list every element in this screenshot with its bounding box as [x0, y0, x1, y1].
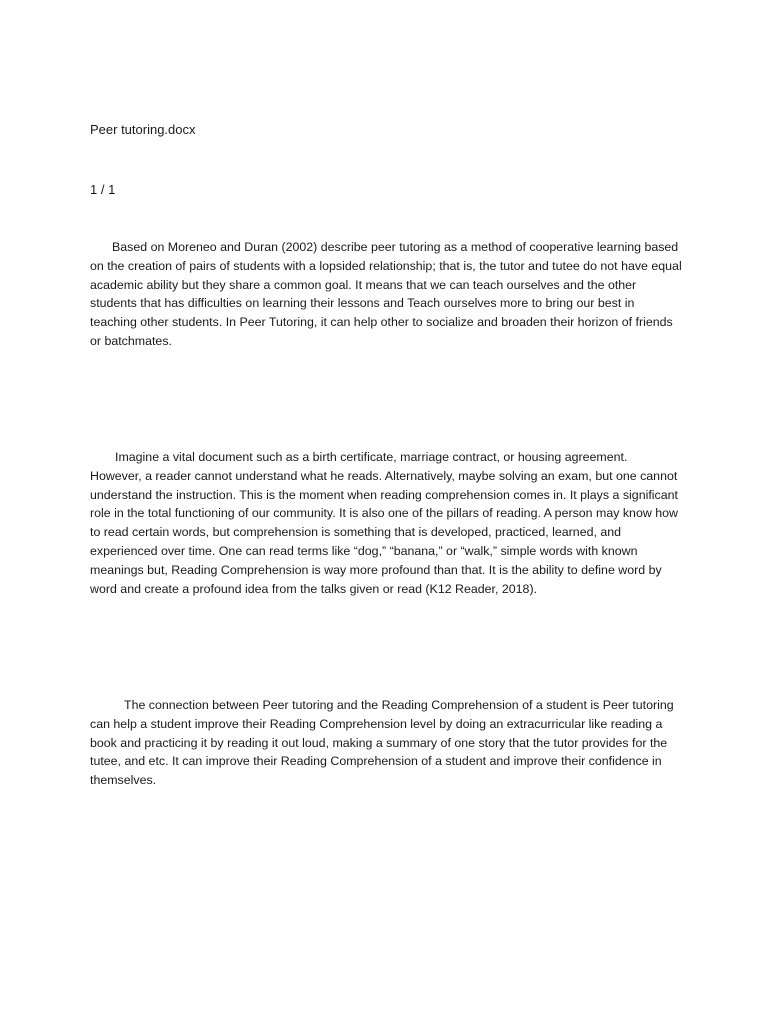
page-indicator: 1 / 1 [90, 182, 116, 197]
paragraph-reading-comprehension: Imagine a vital document such as a birth certificate, marriage contract, or housing agreement. However, a reader cannot understand what he reads. Alternatively, maybe solving an exam, but one cannot understand the instruction. This is the moment when reading comprehension comes in. It plays a significant role in the total functioning of our community. It is also one of the pillars of reading. A person may know how to read certain words, but comprehension is something that is developed, practiced, learned, and experienced over time. One can read terms like “dog,” “banana,” or “walk,” simple words with known meanings but, Reading Comprehension is way more profound than that. It is the ability to define word by word and create a profound idea from the talks given or read (K12 Reader, 2018). [90, 450, 678, 596]
document-filename: Peer tutoring.docx [90, 122, 196, 137]
paragraph-peer-tutoring: Based on Moreneo and Duran (2002) describe peer tutoring as a method of cooperative learning based on the creation of pairs of students with a lopsided relationship; that is, the tutor and tutee do not have equal academic ability but they share a common goal. It means that we can teach ourselves and the other students that has difficulties on learning their lessons and Teach ourselves more to bring our best in teaching other students. In Peer Tutoring, it can help other to socialize and broaden their horizon of friends or batchmates. [90, 240, 682, 348]
paragraph-connection: The connection between Peer tutoring and the Reading Comprehension of a student is Peer tutoring can help a student improve their Reading Comprehension level by doing an extracurricular like reading a book and practicing it by reading it out loud, making a summary of one story that the tutor provides for the tutee, and etc. It can improve their Reading Comprehension of a student and improve their confidence in themselves. [90, 698, 674, 788]
